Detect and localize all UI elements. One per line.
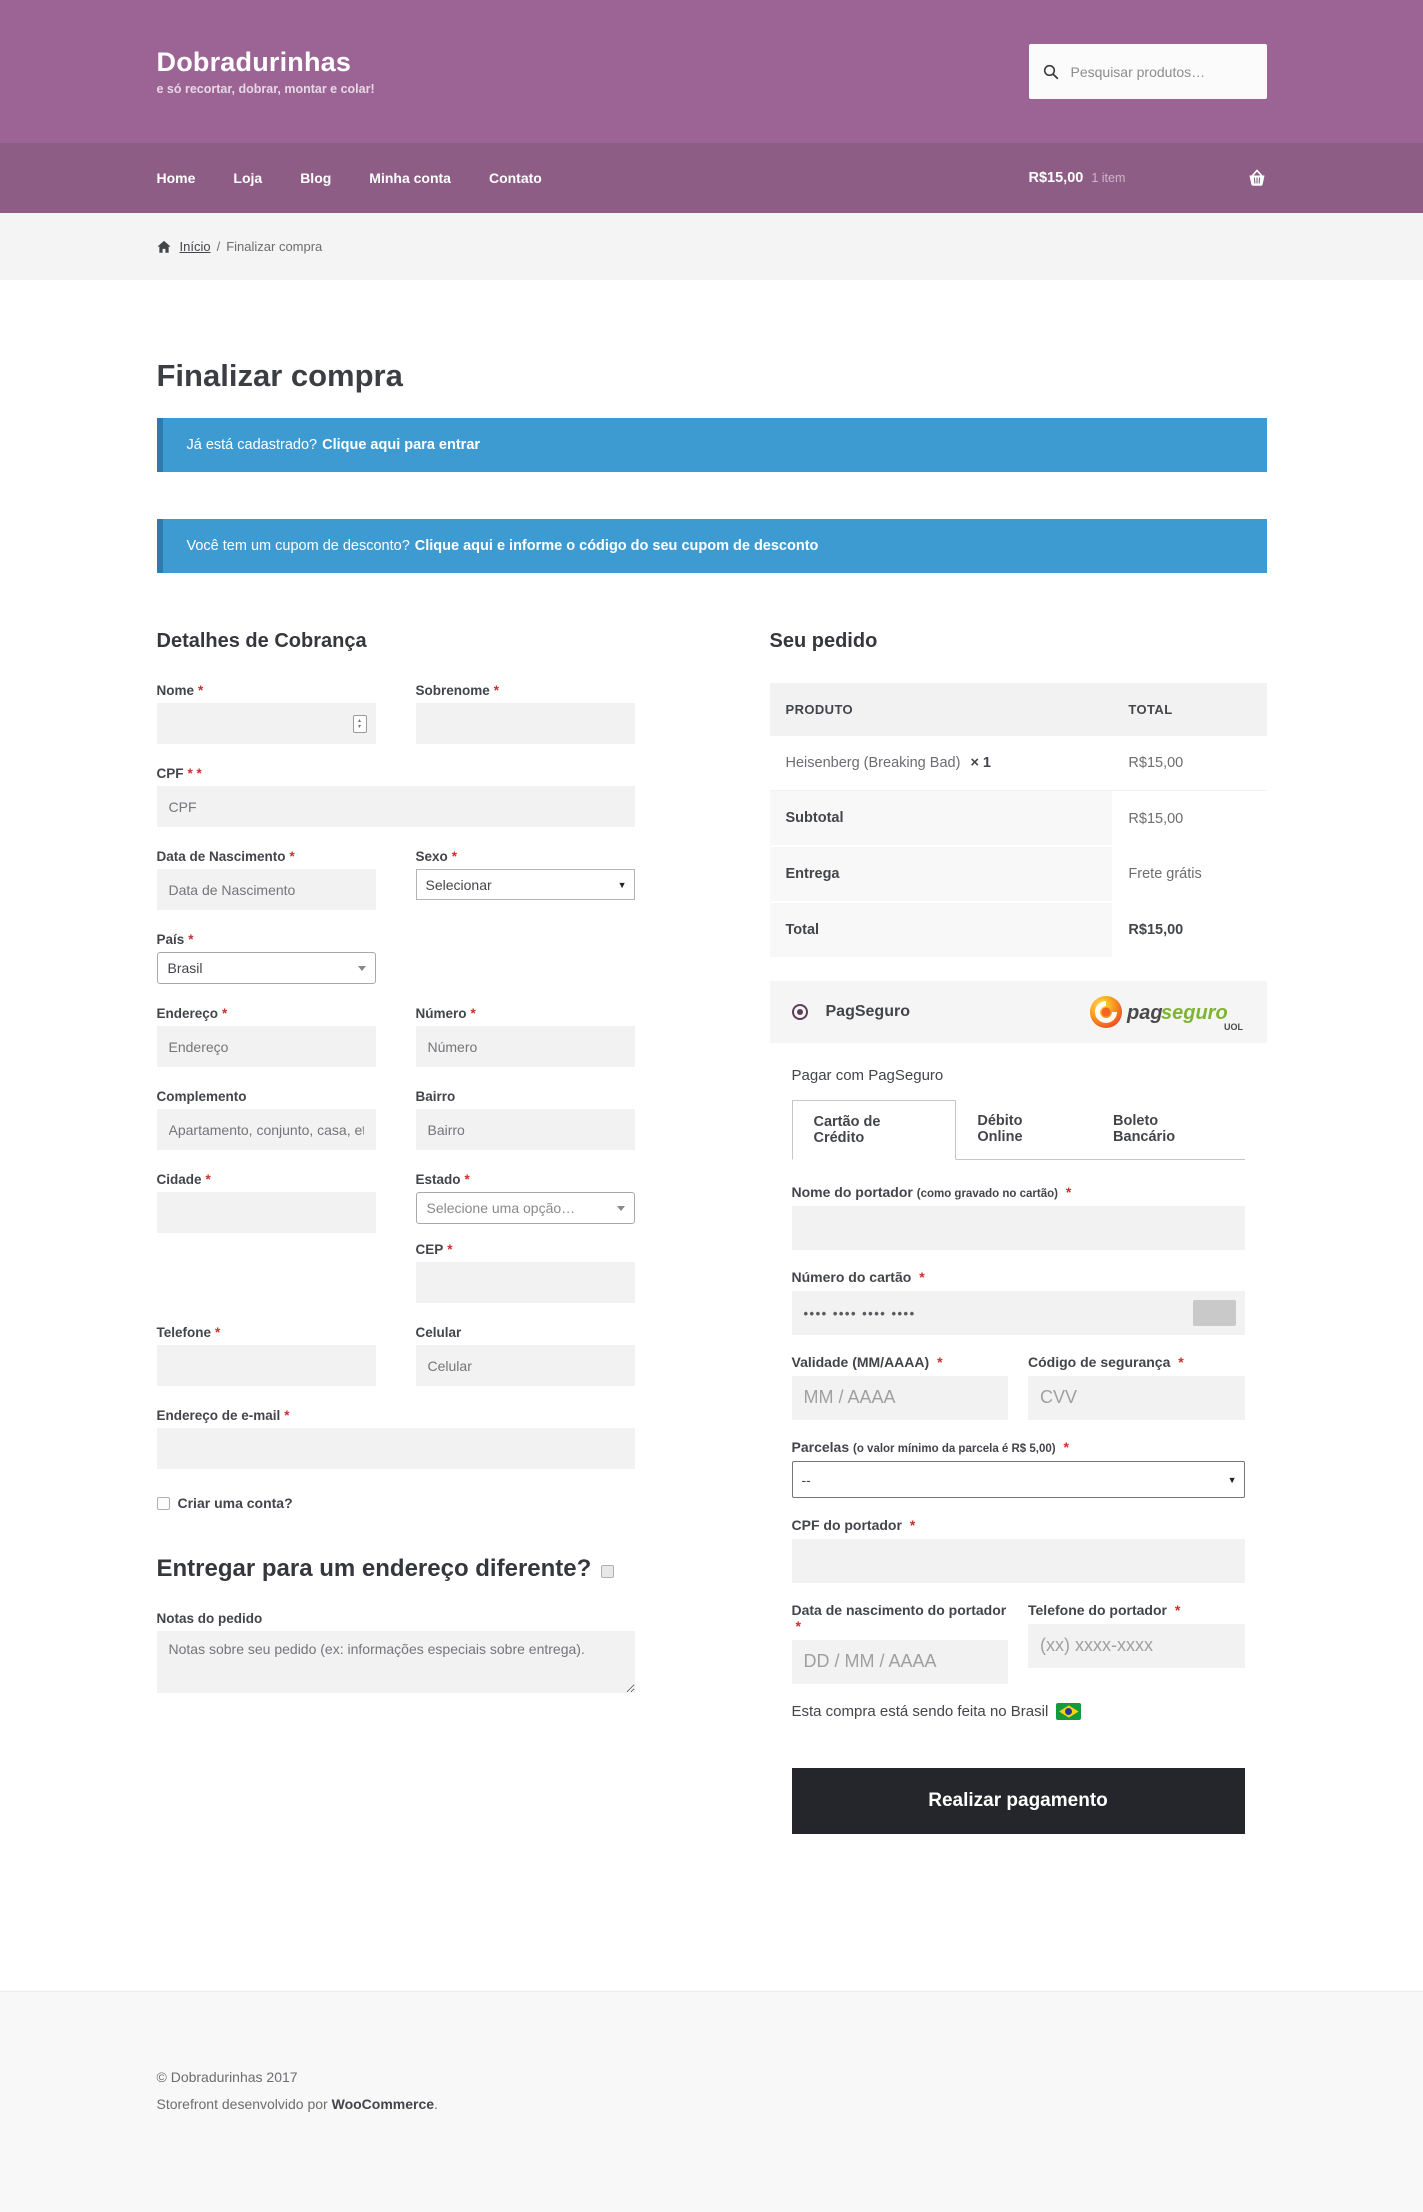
nav-item-blog[interactable]: Blog bbox=[300, 170, 332, 186]
svg-text:seguro: seguro bbox=[1160, 1002, 1228, 1024]
order-item-row bbox=[770, 736, 1267, 791]
billing-cep-input[interactable] bbox=[416, 1262, 635, 1303]
billing-numero-field bbox=[416, 1006, 635, 1067]
order-item-qty: × 1 bbox=[970, 755, 991, 771]
dropdown-arrow-icon bbox=[358, 966, 366, 971]
billing-telefone-label: Telefone * bbox=[156, 1325, 221, 1340]
breadcrumb-separator: / bbox=[216, 239, 221, 254]
billing-sexo-field bbox=[416, 849, 635, 910]
card-number-field bbox=[792, 1269, 1245, 1335]
billing-cep-field bbox=[416, 1242, 635, 1303]
billing-cpf-field bbox=[157, 766, 635, 827]
card-expiry-input[interactable] bbox=[792, 1376, 1009, 1420]
holder-cpf-input[interactable] bbox=[792, 1539, 1245, 1583]
billing-telefone-field bbox=[157, 1325, 376, 1386]
site-tagline: e só recortar, dobrar, montar e colar! bbox=[156, 82, 375, 96]
order-notes-label: Notas do pedido bbox=[156, 1611, 263, 1626]
billing-sobrenome-label: Sobrenome * bbox=[415, 683, 500, 698]
home-icon bbox=[157, 240, 171, 254]
card-cvv-field bbox=[1028, 1354, 1245, 1420]
search-input[interactable] bbox=[1069, 63, 1253, 81]
installments-label: Parcelas (o valor mínimo da parcela é R$ 5,00) * bbox=[791, 1439, 1069, 1455]
woocommerce-link[interactable]: WooCommerce bbox=[331, 2095, 435, 2112]
billing-estado-field bbox=[416, 1172, 635, 1224]
billing-endereco-input[interactable] bbox=[157, 1026, 376, 1067]
basket-icon[interactable] bbox=[1247, 169, 1267, 187]
login-notice-text: Já está cadastrado? bbox=[186, 437, 318, 453]
card-expiry-field bbox=[792, 1354, 1009, 1420]
order-shipping-label: Entrega bbox=[770, 846, 1113, 902]
billing-sobrenome-input[interactable] bbox=[416, 703, 635, 744]
order-notes-field bbox=[157, 1611, 635, 1698]
order-total-row bbox=[770, 902, 1267, 958]
billing-sexo-label: Sexo * bbox=[415, 849, 458, 864]
payment-tabs bbox=[792, 1100, 1245, 1160]
order-notes-textarea[interactable] bbox=[157, 1631, 635, 1693]
billing-numero-input[interactable] bbox=[416, 1026, 635, 1067]
breadcrumb-home-link[interactable]: Início bbox=[179, 239, 211, 254]
billing-cpf-label: CPF * * bbox=[156, 766, 202, 781]
country-note: Esta compra está sendo feita no Brasil bbox=[792, 1703, 1245, 1720]
billing-numero-label: Número * bbox=[415, 1006, 476, 1021]
create-account-row[interactable] bbox=[157, 1495, 635, 1511]
autofill-icon bbox=[353, 715, 367, 733]
ship-different-checkbox[interactable] bbox=[601, 1565, 614, 1578]
coupon-notice bbox=[157, 519, 1267, 573]
billing-cidade-label: Cidade * bbox=[156, 1172, 211, 1187]
search-icon bbox=[1043, 64, 1059, 80]
dropdown-arrow-icon bbox=[617, 1206, 625, 1211]
login-notice-link[interactable]: Clique aqui para entrar bbox=[322, 437, 481, 453]
billing-complemento-label: Complemento bbox=[156, 1089, 247, 1104]
billing-complemento-field bbox=[157, 1089, 376, 1150]
billing-bairro-field bbox=[416, 1089, 635, 1150]
holder-phone-field bbox=[1028, 1602, 1245, 1684]
billing-estado-select[interactable]: Selecione uma opção… bbox=[416, 1192, 635, 1224]
brazil-flag-icon bbox=[1056, 1703, 1081, 1720]
payment-intro: Pagar com PagSeguro bbox=[791, 1067, 944, 1084]
card-brand-icon bbox=[1193, 1300, 1236, 1326]
coupon-notice-link[interactable]: Clique aqui e informe o código do seu cupom de desconto bbox=[414, 538, 819, 554]
installments-field bbox=[792, 1439, 1245, 1498]
nav-item-loja[interactable]: Loja bbox=[233, 170, 263, 186]
order-shipping-row bbox=[770, 846, 1267, 902]
order-section bbox=[770, 630, 1267, 1834]
card-holder-label: Nome do portador (como gravado no cartão) * bbox=[791, 1184, 1072, 1200]
site-footer bbox=[0, 1991, 1423, 2212]
holder-birth-field bbox=[792, 1602, 1009, 1684]
order-item-total: R$15,00 bbox=[1112, 736, 1266, 791]
billing-bairro-input[interactable] bbox=[416, 1109, 635, 1150]
primary-menu bbox=[157, 170, 580, 186]
billing-pais-label: País * bbox=[156, 932, 194, 947]
holder-phone-input[interactable] bbox=[1028, 1624, 1245, 1668]
billing-pais-field bbox=[157, 932, 376, 984]
order-subtotal-value: R$15,00 bbox=[1128, 810, 1184, 827]
card-cvv-input[interactable] bbox=[1028, 1376, 1245, 1420]
dropdown-arrow-icon: ▼ bbox=[617, 879, 627, 890]
holder-birth-input[interactable] bbox=[792, 1640, 1009, 1684]
breadcrumb-bar bbox=[0, 213, 1423, 280]
billing-sexo-select[interactable]: Selecionar ▼ bbox=[416, 869, 635, 900]
payment-method-bar bbox=[770, 981, 1267, 1043]
svg-text:UOL: UOL bbox=[1223, 1022, 1243, 1032]
billing-nascimento-field bbox=[157, 849, 376, 910]
order-total-value: R$15,00 bbox=[1128, 922, 1184, 938]
billing-nome-label: Nome * bbox=[156, 683, 204, 698]
billing-sobrenome-field bbox=[416, 683, 635, 744]
tab-bank-slip[interactable]: Boleto Bancário bbox=[1092, 1100, 1244, 1160]
payment-method-radio[interactable] bbox=[792, 1004, 808, 1020]
order-heading: Seu pedido bbox=[769, 630, 878, 652]
tab-online-debit[interactable]: Débito Online bbox=[956, 1100, 1092, 1160]
main-nav bbox=[0, 143, 1423, 213]
order-col-total: TOTAL bbox=[1112, 683, 1266, 736]
checkout-page bbox=[157, 358, 1267, 1834]
order-col-product: PRODUTO bbox=[770, 683, 1113, 736]
site-title[interactable]: Dobradurinhas bbox=[156, 47, 352, 77]
billing-endereco-label: Endereço * bbox=[156, 1006, 228, 1021]
nav-item-minha-conta[interactable]: Minha conta bbox=[369, 170, 451, 186]
breadcrumb bbox=[157, 239, 1267, 254]
order-subtotal-label: Subtotal bbox=[770, 791, 1113, 847]
nav-item-contato[interactable]: Contato bbox=[488, 170, 542, 186]
product-search[interactable] bbox=[1029, 44, 1267, 99]
card-cvv-label: Código de segurança * bbox=[1028, 1354, 1184, 1370]
holder-birth-label: Data de nascimento do portador * bbox=[791, 1602, 1007, 1634]
billing-section bbox=[157, 630, 635, 1698]
footer-copyright: © Dobradurinhas 2017 bbox=[156, 2069, 298, 2085]
order-total-label: Total bbox=[770, 902, 1113, 958]
login-notice bbox=[157, 418, 1267, 472]
card-number-label: Número do cartão * bbox=[791, 1269, 925, 1285]
billing-nascimento-label: Data de Nascimento * bbox=[156, 849, 295, 864]
billing-heading: Detalhes de Cobrança bbox=[156, 630, 367, 652]
ship-different-heading: Entregar para um endereço diferente? bbox=[157, 1555, 635, 1583]
place-order-button[interactable]: Realizar pagamento bbox=[792, 1768, 1245, 1834]
pagseguro-logo bbox=[1087, 992, 1245, 1032]
site-header bbox=[0, 0, 1423, 143]
billing-email-label: Endereço de e-mail * bbox=[156, 1408, 290, 1423]
dropdown-arrow-icon: ▼ bbox=[1227, 1474, 1237, 1485]
billing-cidade-input[interactable] bbox=[157, 1192, 376, 1233]
tab-credit-card[interactable]: Cartão de Crédito bbox=[792, 1100, 957, 1160]
billing-cpf-input[interactable] bbox=[157, 786, 635, 827]
order-shipping-value: Frete grátis bbox=[1128, 866, 1202, 882]
payment-method-name: PagSeguro bbox=[825, 1003, 910, 1020]
card-number-input[interactable] bbox=[792, 1291, 1245, 1335]
create-account-checkbox[interactable] bbox=[157, 1497, 170, 1510]
holder-cpf-field bbox=[792, 1517, 1245, 1583]
cart-total: R$15,00 bbox=[1028, 170, 1084, 186]
page-title: Finalizar compra bbox=[156, 358, 403, 393]
create-account-label: Criar uma conta? bbox=[177, 1495, 293, 1511]
billing-pais-select[interactable]: Brasil bbox=[157, 952, 376, 984]
site-branding[interactable] bbox=[157, 47, 375, 96]
order-review-table bbox=[770, 683, 1267, 959]
billing-endereco-field bbox=[157, 1006, 376, 1067]
billing-nome-field bbox=[157, 683, 376, 744]
holder-phone-label: Telefone do portador * bbox=[1028, 1602, 1181, 1618]
billing-telefone-input[interactable] bbox=[157, 1345, 376, 1386]
billing-cep-label: CEP * bbox=[415, 1242, 453, 1257]
svg-text:pag: pag bbox=[1126, 1002, 1163, 1024]
installments-select[interactable]: -- ▼ bbox=[792, 1461, 1245, 1498]
billing-nascimento-input[interactable] bbox=[157, 869, 376, 910]
cart-link[interactable] bbox=[1029, 169, 1267, 187]
billing-complemento-input[interactable] bbox=[157, 1109, 376, 1150]
holder-cpf-label: CPF do portador * bbox=[791, 1517, 916, 1533]
cart-count: 1 item bbox=[1091, 171, 1126, 185]
card-holder-input[interactable] bbox=[792, 1206, 1245, 1250]
billing-estado-cep-stack bbox=[416, 1172, 635, 1303]
billing-celular-field bbox=[416, 1325, 635, 1386]
spacer bbox=[416, 932, 635, 984]
billing-nome-input[interactable] bbox=[157, 703, 376, 744]
breadcrumb-current: Finalizar compra bbox=[226, 239, 323, 254]
billing-celular-label: Celular bbox=[415, 1325, 462, 1340]
card-holder-field bbox=[792, 1184, 1245, 1250]
footer-credit: Storefront desenvolvido por WooCommerce. bbox=[156, 2095, 438, 2112]
coupon-notice-text: Você tem um cupom de desconto? bbox=[186, 538, 410, 554]
card-expiry-label: Validade (MM/AAAA) * bbox=[791, 1354, 943, 1370]
pagseguro-payment-box bbox=[770, 1067, 1267, 1834]
nav-item-home[interactable]: Home bbox=[156, 170, 196, 186]
order-subtotal-row bbox=[770, 791, 1267, 847]
billing-bairro-label: Bairro bbox=[415, 1089, 456, 1104]
billing-estado-label: Estado * bbox=[415, 1172, 470, 1187]
billing-email-input[interactable] bbox=[157, 1428, 635, 1469]
order-item-name: Heisenberg (Breaking Bad) bbox=[785, 755, 961, 771]
billing-celular-input[interactable] bbox=[416, 1345, 635, 1386]
billing-cidade-field bbox=[157, 1172, 376, 1303]
billing-email-field bbox=[157, 1408, 635, 1469]
